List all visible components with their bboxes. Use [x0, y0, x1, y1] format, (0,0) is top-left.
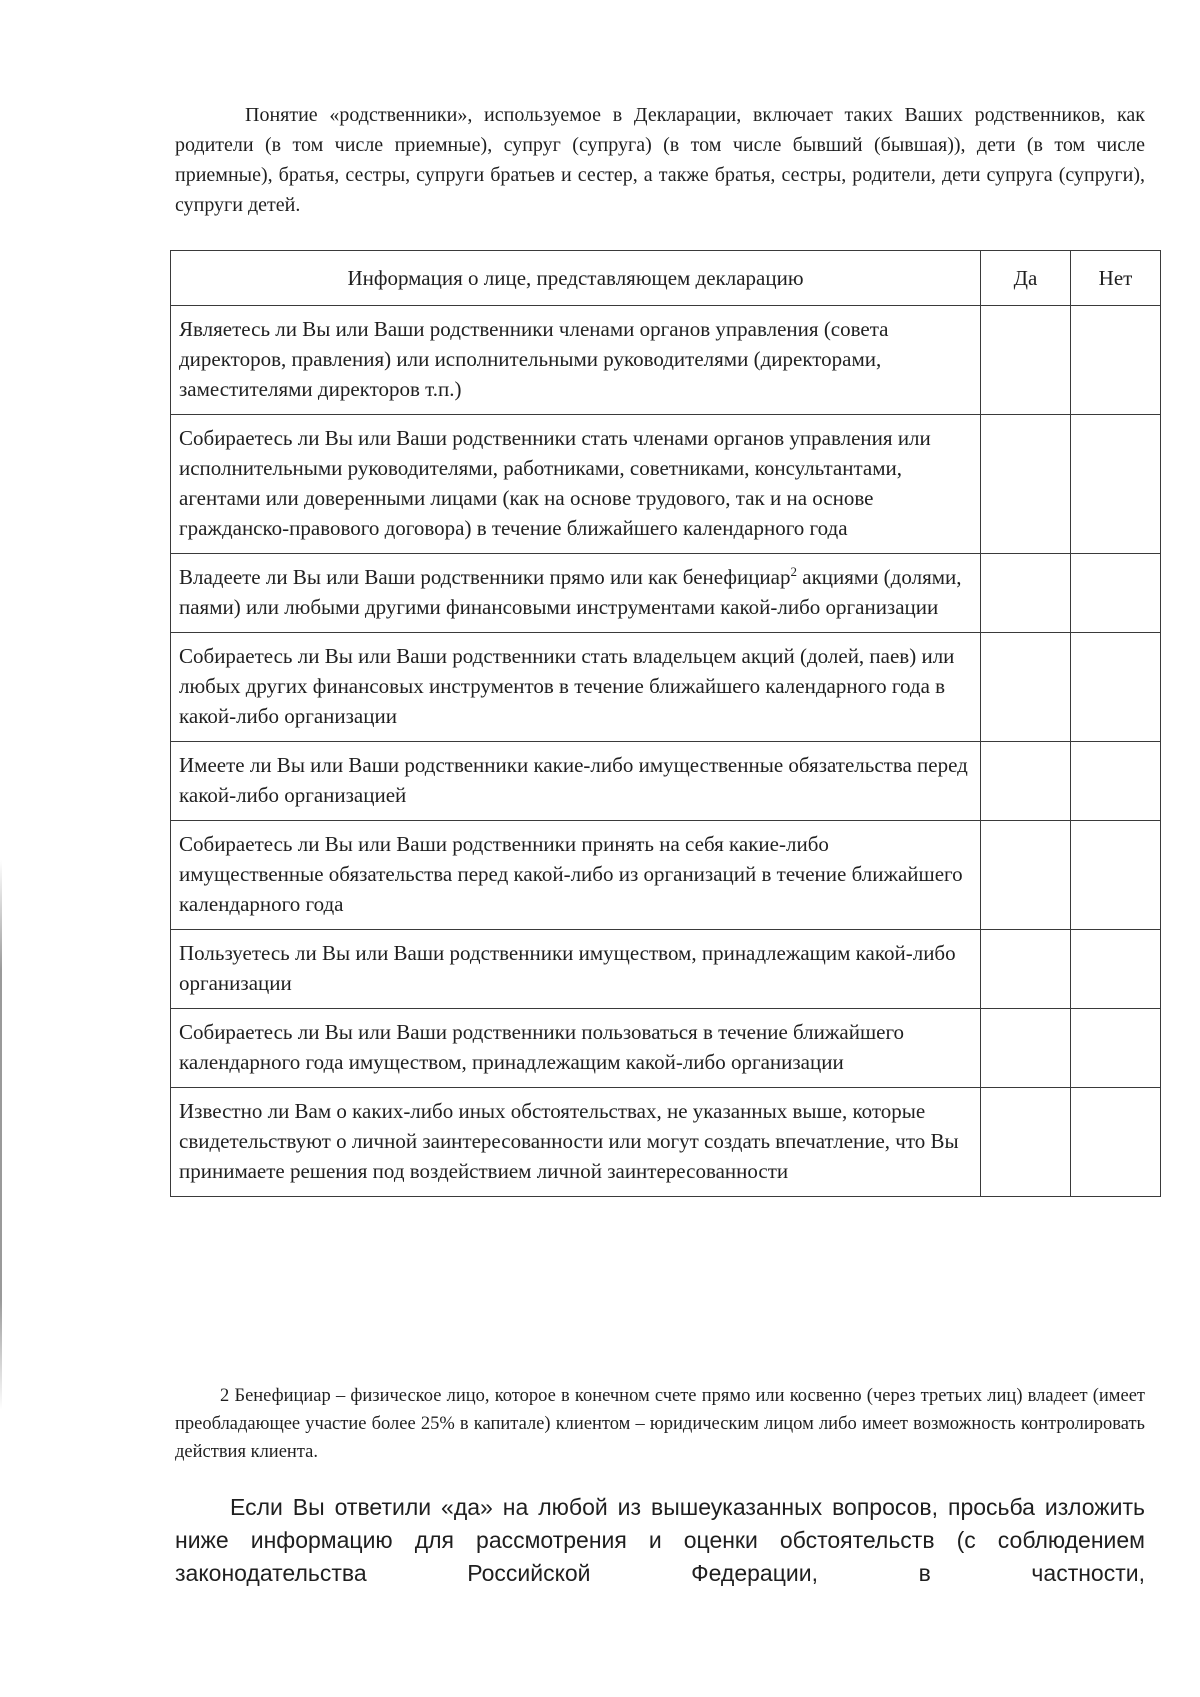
- question-text-cont: акциями (долями, паями) или любыми другими финансовыми инструментами какой-либо организации: [179, 565, 962, 619]
- table-row: [171, 1088, 1161, 1197]
- answer-yes-cell[interactable]: [981, 633, 1071, 742]
- table-row: [171, 742, 1161, 821]
- table-row: [171, 633, 1161, 742]
- table-row: [171, 306, 1161, 415]
- answer-yes-cell[interactable]: [981, 306, 1071, 415]
- table-header-row: [171, 251, 1161, 306]
- answer-yes-cell[interactable]: [981, 554, 1071, 633]
- answer-no-cell[interactable]: [1071, 821, 1161, 930]
- table-row: [171, 1009, 1161, 1088]
- answer-no-cell[interactable]: [1071, 554, 1161, 633]
- answer-no-cell[interactable]: [1071, 742, 1161, 821]
- table-row: [171, 930, 1161, 1009]
- question-cell: Пользуетесь ли Вы или Ваши родственники имуществом, принадлежащим какой-либо организации: [171, 930, 981, 1009]
- question-cell: Собираетесь ли Вы или Ваши родственники стать владельцем акций (долей, паев) или любых других финансовых инструментов в течение ближайшего календарного года в какой-либо организации: [171, 633, 981, 742]
- question-cell: Собираетесь ли Вы или Ваши родственники принять на себя какие-либо имущественные обязательства перед какой-либо из организаций в течение ближайшего календарного года: [171, 821, 981, 930]
- intro-paragraph: Понятие «родственники», используемое в Декларации, включает таких Ваших родственников, как родители (в том числе приемные), супруг (супруга) (в том числе бывший (бывшая)), дети (в том числе приемные), братья, сестры, супруги братьев и сестер, а также братья, сестры, родители, дети супруга (супруги), супруги детей.: [175, 104, 1145, 216]
- question-cell: Собираетесь ли Вы или Ваши родственники стать членами органов управления или исполнительными руководителями, работниками, советниками, консультантами, агентами или доверенными лицами (как на основе трудового, так и на основе гражданско-правового договора) в течение ближайшего календарного года: [171, 415, 981, 554]
- footnote-ref: 2: [790, 564, 797, 579]
- question-cell: Собираетесь ли Вы или Ваши родственники пользоваться в течение ближайшего календарного года имуществом, принадлежащим какой-либо организации: [171, 1009, 981, 1088]
- question-cell: [171, 554, 981, 633]
- scan-edge-mark: [0, 860, 2, 1410]
- question-cell: Являетесь ли Вы или Ваши родственники членами органов управления (совета директоров, правления) или исполнительными руководителями (директорами, заместителями директоров т.п.): [171, 306, 981, 415]
- header-info: Информация о лице, представляющем декларацию: [171, 251, 981, 306]
- answer-yes-cell[interactable]: [981, 930, 1071, 1009]
- question-text: Владеете ли Вы или Ваши родственники прямо или как бенефициар: [179, 565, 791, 589]
- question-cell: Имеете ли Вы или Ваши родственники какие-либо имущественные обязательства перед какой-либо организацией: [171, 742, 981, 821]
- answer-yes-cell[interactable]: [981, 415, 1071, 554]
- answer-yes-cell[interactable]: [981, 821, 1071, 930]
- answer-no-cell[interactable]: [1071, 306, 1161, 415]
- declaration-table: [170, 250, 1161, 1197]
- header-yes: Да: [981, 251, 1071, 306]
- closing-paragraph: Если Вы ответили «да» на любой из вышеуказанных вопросов, просьба изложить ниже информацию для рассмотрения и оценки обстоятельств (с соблюдением законодательства Российской Федерации, в частности,: [175, 1494, 1145, 1586]
- answer-no-cell[interactable]: [1071, 633, 1161, 742]
- answer-no-cell[interactable]: [1071, 930, 1161, 1009]
- answer-yes-cell[interactable]: [981, 1088, 1071, 1197]
- table-row: [171, 554, 1161, 633]
- answer-yes-cell[interactable]: [981, 1009, 1071, 1088]
- question-cell: Известно ли Вам о каких-либо иных обстоятельствах, не указанных выше, которые свидетельствуют о личной заинтересованности или могут создать впечатление, что Вы принимаете решения под воздействием личной заинтересованности: [171, 1088, 981, 1197]
- answer-no-cell[interactable]: [1071, 1009, 1161, 1088]
- header-no: Нет: [1071, 251, 1161, 306]
- table-row: [171, 821, 1161, 930]
- table-row: [171, 415, 1161, 554]
- answer-yes-cell[interactable]: [981, 742, 1071, 821]
- footnote: 2 Бенефициар – физическое лицо, которое в конечном счете прямо или косвенно (через третьих лиц) владеет (имеет преобладающее участие более 25% в капитале) клиентом – юридическим лицом либо имеет возможность контролировать действия клиента.: [175, 1386, 1145, 1462]
- answer-no-cell[interactable]: [1071, 1088, 1161, 1197]
- answer-no-cell[interactable]: [1071, 415, 1161, 554]
